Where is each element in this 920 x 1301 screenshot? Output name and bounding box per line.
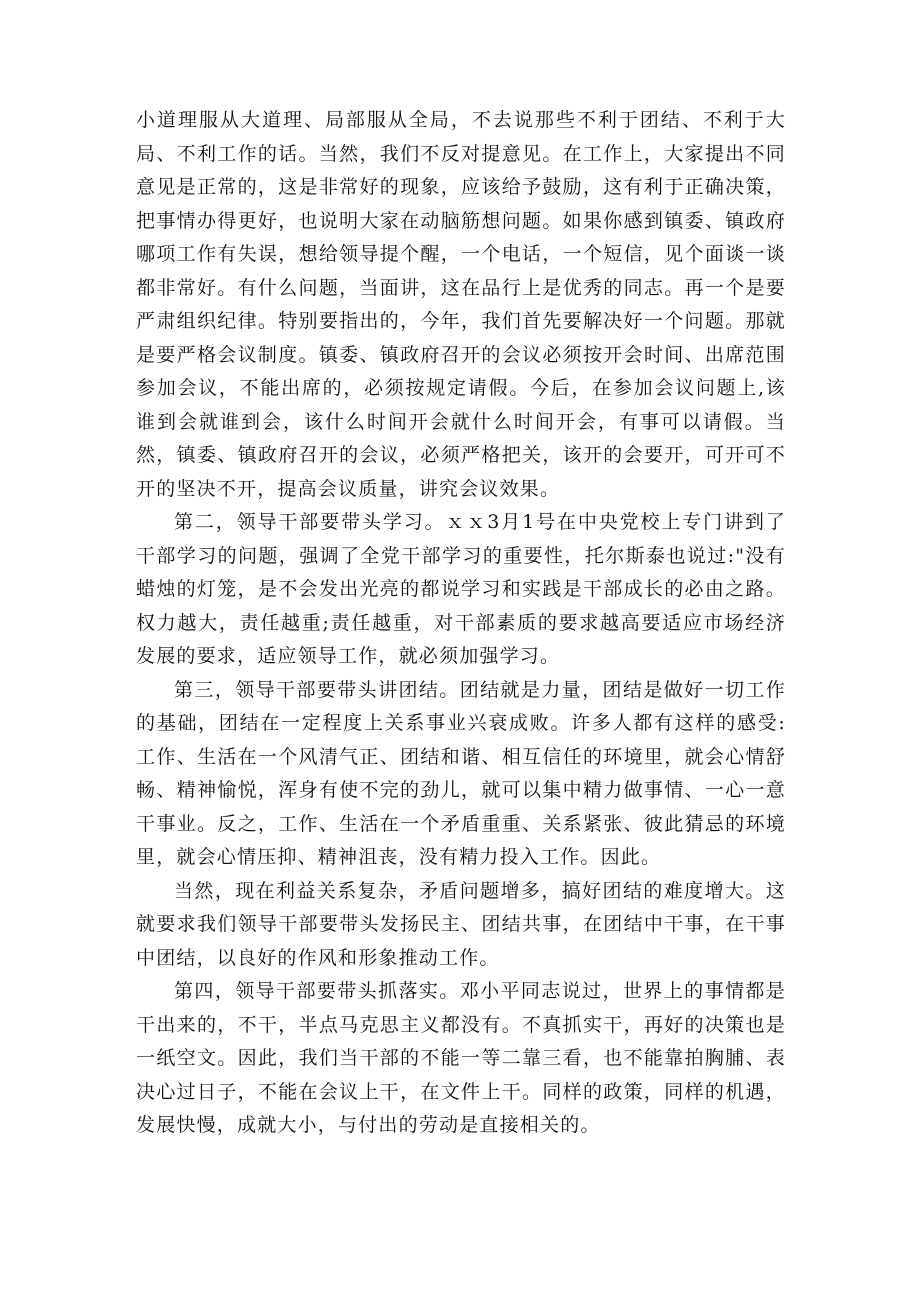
paragraph-meeting-discipline: 小道理服从大道理、局部服从全局，不去说那些不利于团结、不利于大局、不利工作的话。当然，我们不反对提意见。在工作上，大家提出不同意见是正常的，这是非常好的现象，应该给予鼓励，这有利于正确决策，把事情办得更好，也说明大家在动脑筋想问题。如果你感到镇委、镇政府哪项工作有失误，想给领导提个醒，一个电话，一个短信，见个面谈一谈都非常好。有什么问题，当面讲，这在品行上是优秀的同志。再一个是要严肃组织纪律。特别要指出的，今年，我们首先要解决好一个问题。那就是要严格会议制度。镇委、镇政府召开的会议必须按开会时间、出席范围参加会议，不能出席的，必须按规定请假。今后，在参加会议问题上,该谁到会就谁到会，该什么时间开会就什么时间开会，有事可以请假。当然，镇委、镇政府召开的会议，必须严格把关，该开的会要开，可开可不开的坚决不开，提高会议质量，讲究会议效果。	[136, 109, 786, 500]
paragraph-unity-difficulty: 当然，现在利益关系复杂，矛盾问题增多，搞好团结的难度增大。这就要求我们领导干部要带头发扬民主、团结共事，在团结中干事，在干事中团结，以良好的作风和形象推动工作。	[136, 879, 786, 969]
paragraph-second-study: 第二，领导干部要带头学习。ｘｘ3月1号在中央党校上专门讲到了干部学习的问题，强调了全党干部学习的重要性，托尔斯泰也说过:"没有蜡烛的灯笼，是不会发出光亮的都说学习和实践是干部成长的必由之路。权力越大，责任越重;责任越重，对干部素质的要求越高要适应市场经济发展的要求，适应领导工作，就必须加强学习。	[136, 511, 786, 667]
paragraph-third-unity: 第三，领导干部要带头讲团结。团结就是力量，团结是做好一切工作的基础，团结在一定程度上关系事业兴衰成败。许多人都有这样的感受:工作、生活在一个风清气正、团结和谐、相互信任的环境里，就会心情舒畅、精神愉悦，浑身有使不完的劲儿，就可以集中精力做事情、一心一意干事业。反之，工作、生活在一个矛盾重重、关系紧张、彼此猜忌的环境里，就会心情压抑、精神沮丧，没有精力投入工作。因此。	[136, 678, 786, 868]
document-body	[136, 104, 786, 1143]
paragraph-fourth-implementation: 第四，领导干部要带头抓落实。邓小平同志说过，世界上的事情都是干出来的，不干，半点马克思主义都没有。不真抓实干，再好的决策也是一纸空文。因此，我们当干部的不能一等二靠三看，也不能靠拍胸脯、表决心过日子，不能在会议上干，在文件上干。同样的政策，同样的机遇，发展快慢，成就大小，与付出的劳动是直接相关的。	[136, 980, 786, 1136]
